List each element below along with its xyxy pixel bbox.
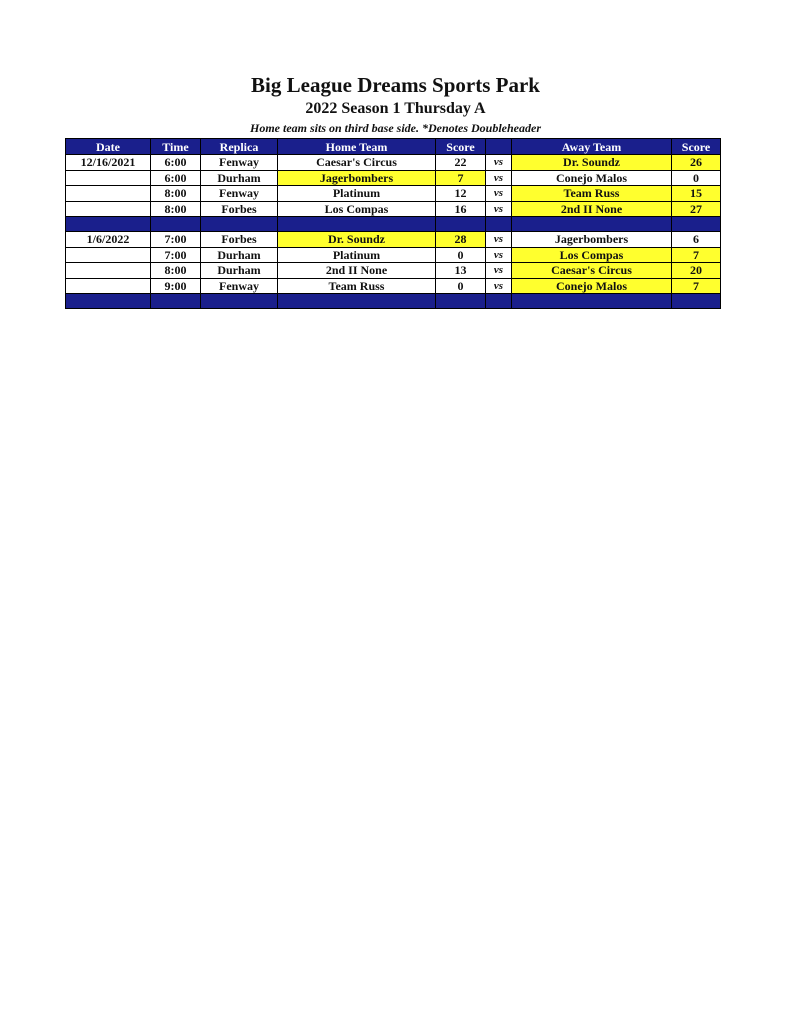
home-team-cell: Caesar's Circus: [278, 155, 436, 171]
schedule-table: [65, 138, 721, 309]
home-score-cell: 28: [436, 232, 486, 248]
home-team-cell: Los Compas: [278, 201, 436, 217]
col-header-vs: [486, 139, 512, 155]
col-header-replica: Replica: [201, 139, 278, 155]
separator-cell: [66, 294, 151, 309]
separator-cell: [672, 217, 721, 232]
time-cell: 6:00: [151, 155, 201, 171]
table-row: [66, 232, 721, 248]
vs-cell: vs: [486, 155, 512, 171]
home-team-cell: Team Russ: [278, 278, 436, 294]
time-cell: 8:00: [151, 263, 201, 279]
time-cell: 6:00: [151, 170, 201, 186]
col-header-time: Time: [151, 139, 201, 155]
time-cell: 9:00: [151, 278, 201, 294]
replica-cell: Fenway: [201, 155, 278, 171]
separator-cell: [201, 217, 278, 232]
replica-cell: Durham: [201, 170, 278, 186]
col-header-away-team: Away Team: [512, 139, 672, 155]
vs-cell: vs: [486, 247, 512, 263]
away-score-cell: 15: [672, 186, 721, 202]
date-cell: [66, 278, 151, 294]
away-score-cell: 0: [672, 170, 721, 186]
time-cell: 8:00: [151, 201, 201, 217]
col-header-away-score: Score: [672, 139, 721, 155]
separator-cell: [66, 217, 151, 232]
page-title: Big League Dreams Sports Park: [251, 73, 540, 97]
away-team-cell: 2nd II None: [512, 201, 672, 217]
time-cell: 8:00: [151, 186, 201, 202]
table-row: [66, 155, 721, 171]
away-score-cell: 26: [672, 155, 721, 171]
time-cell: 7:00: [151, 247, 201, 263]
home-team-cell: 2nd II None: [278, 263, 436, 279]
separator-cell: [151, 294, 201, 309]
replica-cell: Durham: [201, 247, 278, 263]
separator-cell: [512, 217, 672, 232]
vs-cell: vs: [486, 278, 512, 294]
date-cell: [66, 247, 151, 263]
away-score-cell: 20: [672, 263, 721, 279]
table-row: [66, 278, 721, 294]
date-cell: [66, 186, 151, 202]
vs-cell: vs: [486, 232, 512, 248]
away-score-cell: 7: [672, 247, 721, 263]
date-cell: [66, 201, 151, 217]
replica-cell: Forbes: [201, 232, 278, 248]
home-score-cell: 16: [436, 201, 486, 217]
home-team-cell: Jagerbombers: [278, 170, 436, 186]
separator-cell: [151, 217, 201, 232]
away-score-cell: 6: [672, 232, 721, 248]
vs-cell: vs: [486, 263, 512, 279]
page-subtitle: 2022 Season 1 Thursday A: [305, 100, 486, 117]
home-score-cell: 12: [436, 186, 486, 202]
away-team-cell: Team Russ: [512, 186, 672, 202]
home-score-cell: 0: [436, 247, 486, 263]
replica-cell: Forbes: [201, 201, 278, 217]
replica-cell: Fenway: [201, 186, 278, 202]
away-team-cell: Los Compas: [512, 247, 672, 263]
col-header-home-score: Score: [436, 139, 486, 155]
separator-cell: [278, 217, 436, 232]
away-score-cell: 7: [672, 278, 721, 294]
header-row: [66, 139, 721, 155]
separator-cell: [201, 294, 278, 309]
week-separator-row: [66, 217, 721, 232]
separator-cell: [512, 294, 672, 309]
vs-cell: vs: [486, 170, 512, 186]
table-row: [66, 247, 721, 263]
away-team-cell: Caesar's Circus: [512, 263, 672, 279]
schedule-body: [66, 155, 721, 309]
table-row: [66, 186, 721, 202]
away-team-cell: Jagerbombers: [512, 232, 672, 248]
separator-cell: [486, 217, 512, 232]
separator-cell: [486, 294, 512, 309]
home-score-cell: 7: [436, 170, 486, 186]
home-score-cell: 13: [436, 263, 486, 279]
schedule-note: Home team sits on third base side. *Denotes Doubleheader: [250, 121, 541, 135]
home-score-cell: 0: [436, 278, 486, 294]
date-cell: 1/6/2022: [66, 232, 151, 248]
replica-cell: Durham: [201, 263, 278, 279]
separator-cell: [436, 294, 486, 309]
week-separator-row: [66, 294, 721, 309]
date-cell: 12/16/2021: [66, 155, 151, 171]
home-team-cell: Platinum: [278, 186, 436, 202]
date-cell: [66, 170, 151, 186]
vs-cell: vs: [486, 201, 512, 217]
separator-cell: [278, 294, 436, 309]
away-team-cell: Conejo Malos: [512, 170, 672, 186]
home-score-cell: 22: [436, 155, 486, 171]
table-row: [66, 201, 721, 217]
vs-cell: vs: [486, 186, 512, 202]
col-header-date: Date: [66, 139, 151, 155]
date-cell: [66, 263, 151, 279]
away-score-cell: 27: [672, 201, 721, 217]
home-team-cell: Dr. Soundz: [278, 232, 436, 248]
home-team-cell: Platinum: [278, 247, 436, 263]
table-row: [66, 170, 721, 186]
away-team-cell: Dr. Soundz: [512, 155, 672, 171]
time-cell: 7:00: [151, 232, 201, 248]
away-team-cell: Conejo Malos: [512, 278, 672, 294]
col-header-home-team: Home Team: [278, 139, 436, 155]
replica-cell: Fenway: [201, 278, 278, 294]
table-row: [66, 263, 721, 279]
separator-cell: [672, 294, 721, 309]
separator-cell: [436, 217, 486, 232]
